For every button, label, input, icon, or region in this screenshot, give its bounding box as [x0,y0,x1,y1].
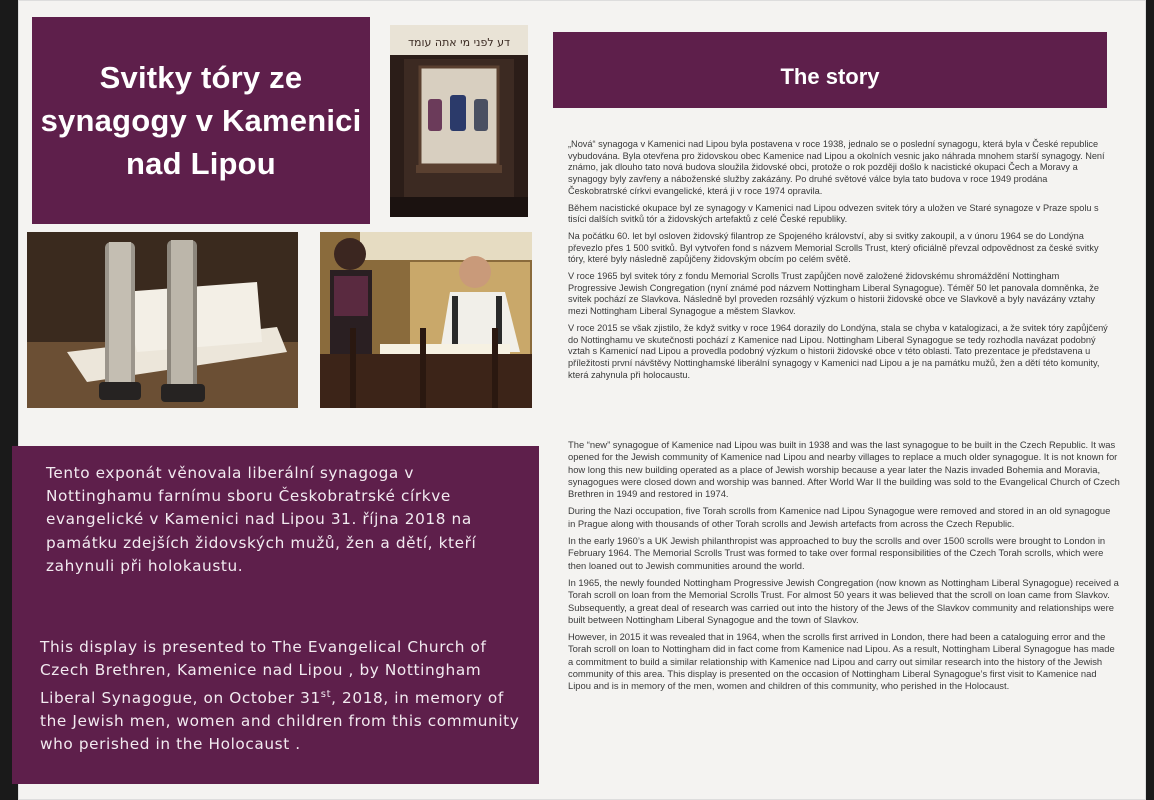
exhibit-title: Svitky tóry ze synagogy v Kamenici nad Lipou [40,60,362,181]
dedication-panel [12,446,539,784]
czech-paragraph: Během nacistické okupace byl ze synagogy v Kamenici nad Lipou odvezen svitek tóry a uložen ve Staré synagoze v Praze spolu s tisíci dalších svitků tór a židovských artefaktů z celé České republiky. [568,202,1099,225]
dedication-english [40,636,525,757]
czech-paragraph: V roce 2015 se však zjistilo, že když svitky v roce 1964 dorazily do Londýna, stala se chyba v katalogizaci, a že svitek tóry zapůjčený do Nottinghamu ve skutečnosti pochází z Kamenice nad Lipou. Nottingham Liberal Synagogue se tedy rozhodla navázat podobný vztah s Kamenicí nad Lipou a provedla podobný výzkum o historii židovské obce v této oblasti. Tato prezentace je představena u příležitosti první návštěvy Nottinghamské liberální synagogy v Kamenici nad Lipou a je na památku mužů, žen a dětí této komunity, která zahynula při holocaustu. [568,322,1108,380]
torah-ark-photo [390,25,528,217]
czech-story-text [568,139,1108,386]
ark-inscription: דע לפני מי אתה עומד [408,36,510,49]
english-paragraph: In the early 1960’s a UK Jewish philanthropist was approached to buy the scrolls and over 1500 scrolls were brought to London in February 1964. The Memorial Scrolls Trust was formed to take over formal responsibilities of the Czech Torah scrolls, which were then loaned out to Jewish communities around the world. [568,535,1106,571]
story-heading-panel [553,32,1107,108]
english-paragraph: However, in 2015 it was revealed that in 1964, when the scrolls first arrived in London, there had been a cataloguing error and the Torah scroll on loan to Nottingham did in fact come from Kamenice nad Lipou. As a result, Nottingham Liberal Synagogue has made a commitment to build a similar relationship with Kamenice nad Lipou and carry out similar research into the history of the Jewish community of this area. This display is presented on the occasion of Nottingham Liberal Synagogue’s first visit to Kamenice nad Lipou and is in memory of the men, women and children of this community, who perished in the Holocaust. [568,631,1115,692]
story-heading: The story [780,64,880,89]
frame-right-edge [1146,0,1154,800]
people-with-scroll-photo [320,232,532,408]
czech-paragraph: Na počátku 60. let byl osloven židovský filantrop ze Spojeného království, aby si svitky zakoupil, a v únoru 1964 se do Londýna převezlo přes 1 500 svitků. Byl vytvořen fond s názvem Memorial Scrolls Trust, který oficiálně převzal odpovědnost za české svitky tóry, které byly následně zapůjčeny židovským obcím po celém světě. [568,230,1099,265]
dedication-english-part: , 2018, in memory of the Jewish men, women and children from this community who perished in the Holocaust . [40,688,520,754]
czech-paragraph: „Nová“ synagoga v Kamenici nad Lipou byla postavena v roce 1938, jednalo se o poslední synagogu, která byla v České republice vybudována. Byla otevřena pro židovskou obec Kamenice nad Lipou a okolních vesnic jako náhrada mnohem starší synagogy. Není známo, jak dlouho tato nová budova sloužila židovské obci, protože o rok později došlo k nacistické okupaci Čech a Moravy a synagogy byly zavřeny a náboženské služby zakázány. Po druhé světové válce byla tato budova v roce 1949 prodána Českobratrské církvi evangelické, která ji v roce 1974 opravila. [568,139,1105,196]
english-paragraph: In 1965, the newly founded Nottingham Progressive Jewish Congregation (now known as Nottingham Liberal Synagogue) received a Torah scroll on loan from the Memorial Scrolls Trust. For almost 50 years it was believed that the scroll on loan came from Slavkov. Subsequently, a great deal of research was carried out into the history of the Jews of the Slavkov community and relationships were built between Nottingham Liberal Synagogue and the town of Slavkov. [568,576,1119,625]
torah-scrolls-photo [27,232,298,408]
english-paragraph: The “new” synagogue of Kamenice nad Lipou was built in 1938 and was the last synagogue to be built in the Czech Republic. It was opened for the Jewish community of Kamenice nad Lipou and nearby villages to replace a much older synagogue. It is not known for how long this new building operated as a place of Jewish worship because a year later the Nazis invaded Bohemia and Moravia, synagogues were closed down and worship was banned. After World War II the building was sold to the Evangelical Church of Czech Brethren in 1949 and restored in 1974. [568,439,1120,500]
dedication-czech: Tento exponát věnovala liberální synagoga v Nottinghamu farnímu sboru Českobratrské církve evangelické v Kamenici nad Lipou 31. října 2018 na památku zdejších židovských mužů, žen a dětí, kteří zahynuli při holokaustu. [46,464,477,575]
dedication-english-part: This display is presented to The Evangelical Church of Czech Brethren, Kamenice nad Lipou , by Nottingham Liberal Synagogue, on October 31 [40,638,487,707]
czech-paragraph: V roce 1965 byl svitek tóry z fondu Memorial Scrolls Trust zapůjčen nově založené židovskému shromáždění Nottingham Progressive Jewish Congregation (nyní známé pod názvem Nottingham Liberal Synagogue). Téměř 50 let panovala domněnka, že svitek pochází ze Slavkova. Následně byl proveden rozsáhlý výzkum o historii židovské obce ve Slavkově a byly navázány vztahy mezi Nottingham Liberal Synagogue a městem Slavkov. [568,271,1099,317]
ordinal-suffix: st [320,688,332,700]
english-paragraph: During the Nazi occupation, five Torah scrolls from Kamenice nad Lipou Synagogue were removed and stored in an old synagogue in Prague along with thousands of other Torah scrolls and Jewish artefacts from across the Czech Republic. [568,505,1111,529]
english-story-text [568,439,1120,698]
title-panel [32,17,370,224]
